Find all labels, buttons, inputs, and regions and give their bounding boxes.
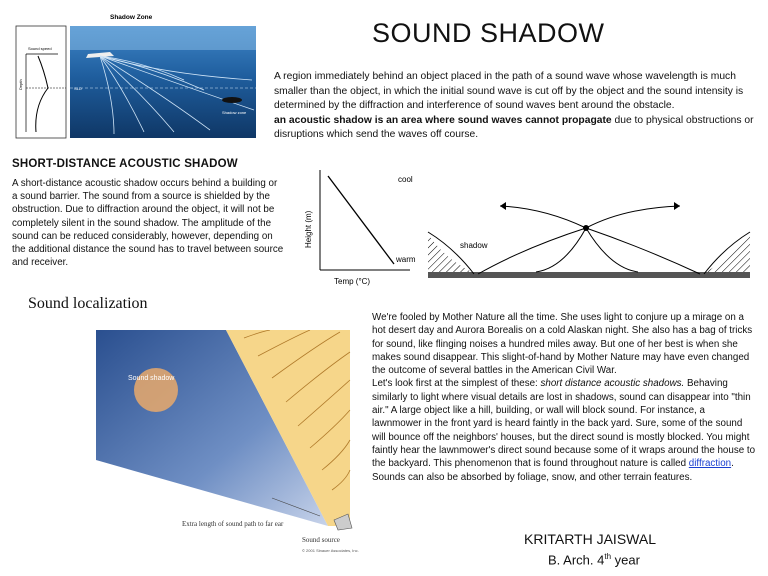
shadow-left <box>428 234 472 272</box>
ground <box>428 272 750 278</box>
course-suffix: year <box>611 552 640 568</box>
sound-source-dot <box>583 225 589 231</box>
shadow-label: shadow <box>460 241 488 250</box>
course-sup: th <box>604 552 612 561</box>
refracted-rays <box>428 206 750 274</box>
warm-label: warm <box>396 255 416 264</box>
intro-rest: due to physical obstructions or disruptions which send the waves off course. <box>274 114 754 140</box>
diffraction-link[interactable]: diffraction <box>688 458 732 470</box>
short-distance-heading: SHORT-DISTANCE ACOUSTIC SHADOW <box>12 158 238 170</box>
shadow-right <box>706 234 750 272</box>
ocean-shadow-zone-diagram <box>14 10 260 142</box>
body-text <box>372 311 756 484</box>
height-label: Height (m) <box>304 210 313 248</box>
sound-shadow-label: Sound shadow <box>128 375 175 382</box>
intro-paragraph: A region immediately behind an object placed in the path of a sound wave whose wavelength is much smaller than the object, in which the initial sound wave is cut off by the object and the sound intensity is determined by the diffraction and interference of sound waves bent around the obstacle. <box>274 71 744 111</box>
profile-panel <box>16 26 66 138</box>
temp-label: Temp (°C) <box>334 277 371 286</box>
body-paragraph-1: We're fooled by Mother Nature all the time. She uses light to conjure up a mirage on a hot desert day and Aurora Borealis on a cold Alaskan night. She also has a bag of tricks for sound, like flinging noises a hundred miles away. But one of her best is when she makes sound disappear. This slight-of-hand by Mother Nature may have even changed the outcome of several battles in the American Civil War. <box>372 312 753 377</box>
sound-localization-diagram <box>96 330 370 560</box>
page-title: SOUND SHADOW <box>372 18 605 48</box>
body-p2-end: . Sounds can also be absorbed by foliage, snow, and other terrain features. <box>372 458 734 483</box>
arrow-right-icon <box>674 202 680 210</box>
ocean-diagram-title: Shadow Zone <box>110 14 153 21</box>
submarine-icon <box>222 97 242 103</box>
author-name: KRITARTH JAISWAL <box>524 531 656 547</box>
course-prefix: B. Arch. 4 <box>548 552 605 568</box>
course-info <box>548 552 640 567</box>
body-p2-rest: Behaving similarly to light where visual details are lost in shadows, sound can disappear into "thin air." A large object like a hill, building, or wall will block sound. For instance, a lawnmower in the front yard is heard faintly in the back yard. Sure, some of the sound will bounce off the neighbors' houses, but the direct sound is mostly blocked. You might faintly hear the lawnmower's direct sound because some of it wraps around the house to the backyard. This phenomenon that is found throughout nature is called <box>372 378 756 470</box>
intro-bold: an acoustic shadow is an area where sound waves cannot propagate <box>274 114 612 126</box>
temperature-line <box>328 176 394 264</box>
sound-speed-label: Sound speed <box>28 46 52 51</box>
short-distance-text: A short-distance acoustic shadow occurs behind a building or a sound barrier. The sound from a source is shielded by the obstruction. Due to diffraction around the object, it will not be completely silent in the sound shadow. The amplitude of the sound can be reduced considerably, however, depending on the additional distance the sound has to travel between source and receiver. <box>12 178 284 269</box>
body-paragraph-2 <box>372 377 756 483</box>
shadow-zone-label: Shadow zone <box>222 110 247 115</box>
depth-label: Depth <box>18 79 23 90</box>
sea-surface <box>70 26 256 50</box>
intro-text <box>274 70 756 143</box>
sound-localization-title: Sound localization <box>28 295 148 312</box>
body-p2-start: Let's look first at the simplest of these: <box>372 378 541 390</box>
cool-label: cool <box>398 175 413 184</box>
sound-source-label: Sound source <box>302 536 340 544</box>
body-p2-italic: short distance acoustic shadows. <box>540 378 685 390</box>
sld-label: SLD <box>74 86 82 91</box>
temperature-height-graph <box>298 166 422 290</box>
copyright-label: © 2001 Sinauer Associates, Inc. <box>302 548 359 553</box>
refraction-shadow-diagram <box>424 188 754 280</box>
arrow-left-icon <box>500 202 506 210</box>
extra-length-label: Extra length of sound path to far ear <box>182 520 284 528</box>
